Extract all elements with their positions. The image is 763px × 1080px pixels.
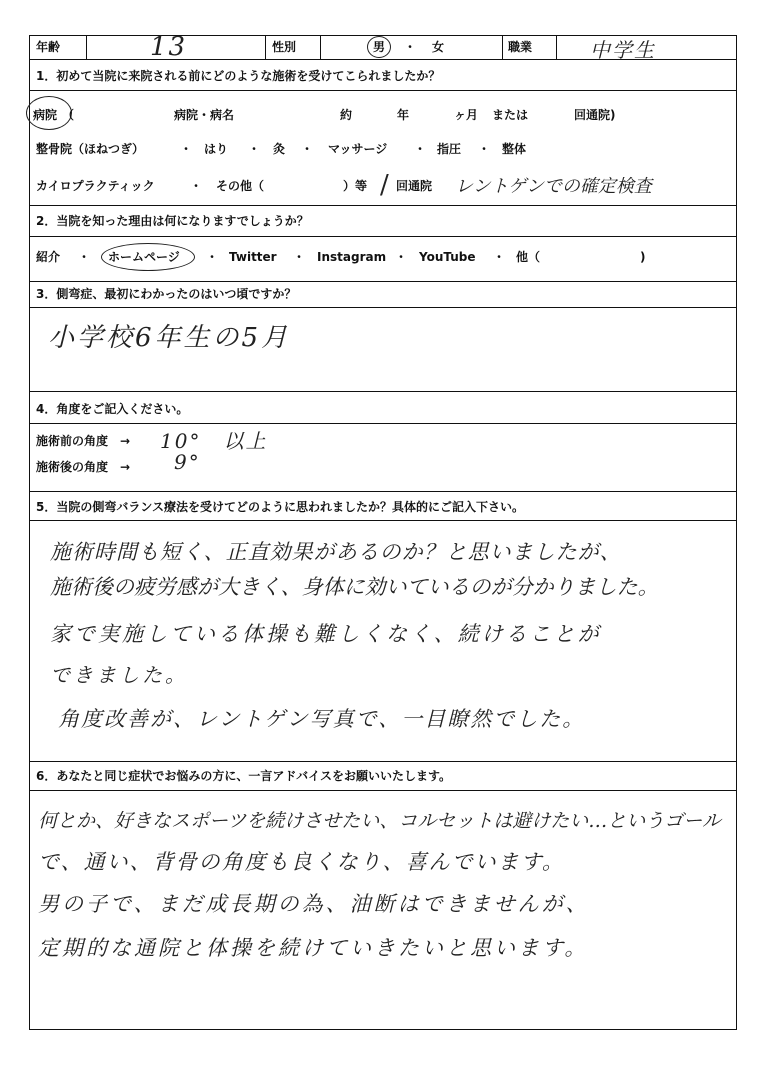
answer-line: 家で実施している体操も難しくなく、続けることが — [50, 622, 602, 646]
divider — [30, 59, 736, 60]
q3-answer: 小学校6年生の5月 — [48, 323, 291, 353]
divider — [502, 36, 503, 59]
divider — [30, 491, 736, 492]
q1-hospital: 病院 — [33, 108, 58, 122]
q1-other-close: ）等 — [343, 179, 368, 193]
divider — [30, 391, 736, 392]
divider — [30, 307, 736, 308]
option-dot: ・ — [493, 250, 506, 264]
divider — [30, 236, 736, 237]
option-text: Twitter — [229, 250, 277, 264]
q1-other: その他（ — [216, 179, 265, 193]
divider — [556, 36, 557, 59]
age-label: 年齢 — [36, 40, 61, 54]
q4-title: 4．角度をご記入ください。 — [36, 402, 189, 416]
option-text: はり — [204, 142, 229, 156]
option-dot: ・ — [248, 142, 261, 156]
gender-dot: ・ — [404, 40, 417, 54]
q4-before-value: 10° 以上 — [160, 429, 268, 453]
q1-year: 年 — [397, 108, 410, 122]
option-text: YouTube — [419, 250, 476, 264]
gender-label: 性別 — [272, 40, 297, 54]
q4-before-label: 施術前の角度 → — [36, 434, 131, 448]
divider — [30, 90, 736, 91]
option-dot: ・ — [78, 250, 91, 264]
selection-circle — [367, 36, 391, 58]
option-text: ) — [640, 250, 646, 264]
option-dot: ・ — [395, 250, 408, 264]
q4-after-label: 施術後の角度 → — [36, 460, 131, 474]
occupation-value: 中学生 — [590, 38, 656, 62]
q1-slash: / — [380, 170, 391, 200]
answer-line: 角度改善が、レントゲン写真で、一目瞭然でした。 — [58, 707, 586, 731]
option-dot: ・ — [414, 142, 427, 156]
q2-title: 2．当院を知った理由は何になりますでしょうか？ — [36, 214, 309, 228]
answer-line: 施術時間も短く、正直効果があるのか？と思いましたが、 — [50, 540, 622, 564]
q6-title: 6．あなたと同じ症状でお悩みの方に、一言アドバイスをお願いいたします。 — [36, 769, 452, 783]
divider — [30, 520, 736, 521]
gender-female: 女 — [432, 40, 445, 54]
option-text: 他（ — [516, 250, 541, 264]
option-text: ホームページ — [108, 250, 180, 264]
q1-approx: 約 — [340, 108, 353, 122]
option-text: 指圧 — [437, 142, 462, 156]
option-dot: ・ — [301, 142, 314, 156]
q4-after-value: 9° — [174, 450, 201, 474]
divider — [86, 36, 87, 59]
option-dot: ・ — [190, 179, 203, 193]
divider — [30, 281, 736, 282]
option-text: 整体 — [502, 142, 527, 156]
option-text: 紹介 — [36, 250, 61, 264]
answer-line: できました。 — [50, 663, 188, 687]
option-text: 灸 — [273, 142, 286, 156]
option-text: Instagram — [317, 250, 387, 264]
q1-months: ヶ月 — [454, 108, 479, 122]
answer-line: 定期的な通院と体操を続けていきたいと思います。 — [38, 936, 589, 960]
option-dot: ・ — [180, 142, 193, 156]
q1-visits-2: 回通院 — [396, 179, 433, 193]
option-dot: ・ — [293, 250, 306, 264]
answer-line: で、通い、背骨の角度も良くなり、喜んでいます。 — [38, 850, 565, 874]
divider — [30, 761, 736, 762]
age-value: 13 — [150, 32, 188, 62]
option-dot: ・ — [206, 250, 219, 264]
occupation-label: 職業 — [508, 40, 533, 54]
answer-line: 男の子で、まだ成長期の為、油断はできませんが、 — [38, 892, 590, 916]
option-dot: ・ — [478, 142, 491, 156]
q1-or: または — [492, 108, 529, 122]
divider — [30, 790, 736, 791]
q1-handwritten-answer: レントゲンでの確定検査 — [455, 176, 652, 197]
option-text: 整骨院（ほねつぎ） — [36, 142, 145, 156]
questionnaire-form — [29, 32, 737, 1030]
q1-paren: （ — [62, 108, 75, 122]
option-text: マッサージ — [328, 142, 388, 156]
divider — [30, 205, 736, 206]
answer-line: 何とか、好きなスポーツを続けさせたい、コルセットは避けたい…というゴール — [38, 810, 721, 832]
divider — [30, 423, 736, 424]
q1-title: 1．初めて当院に来院される前にどのような施術を受けてこられましたか？ — [36, 69, 441, 83]
divider — [320, 36, 321, 59]
q1-hospital-name: 病院・病名 — [174, 108, 235, 122]
divider — [265, 36, 266, 59]
q5-title: 5．当院の側弯バランス療法を受けてどのように思われましたか？具体的にご記入下さい。 — [36, 500, 524, 514]
q1-chiro: カイロプラクティック — [36, 179, 155, 193]
gender-male: 男 — [373, 40, 386, 54]
q3-title: 3．側弯症、最初にわかったのはいつ頃ですか？ — [36, 287, 297, 301]
answer-line: 施術後の疲労感が大きく、身体に効いているのが分かりました。 — [50, 575, 659, 599]
q1-visits: 回通院) — [574, 108, 616, 122]
